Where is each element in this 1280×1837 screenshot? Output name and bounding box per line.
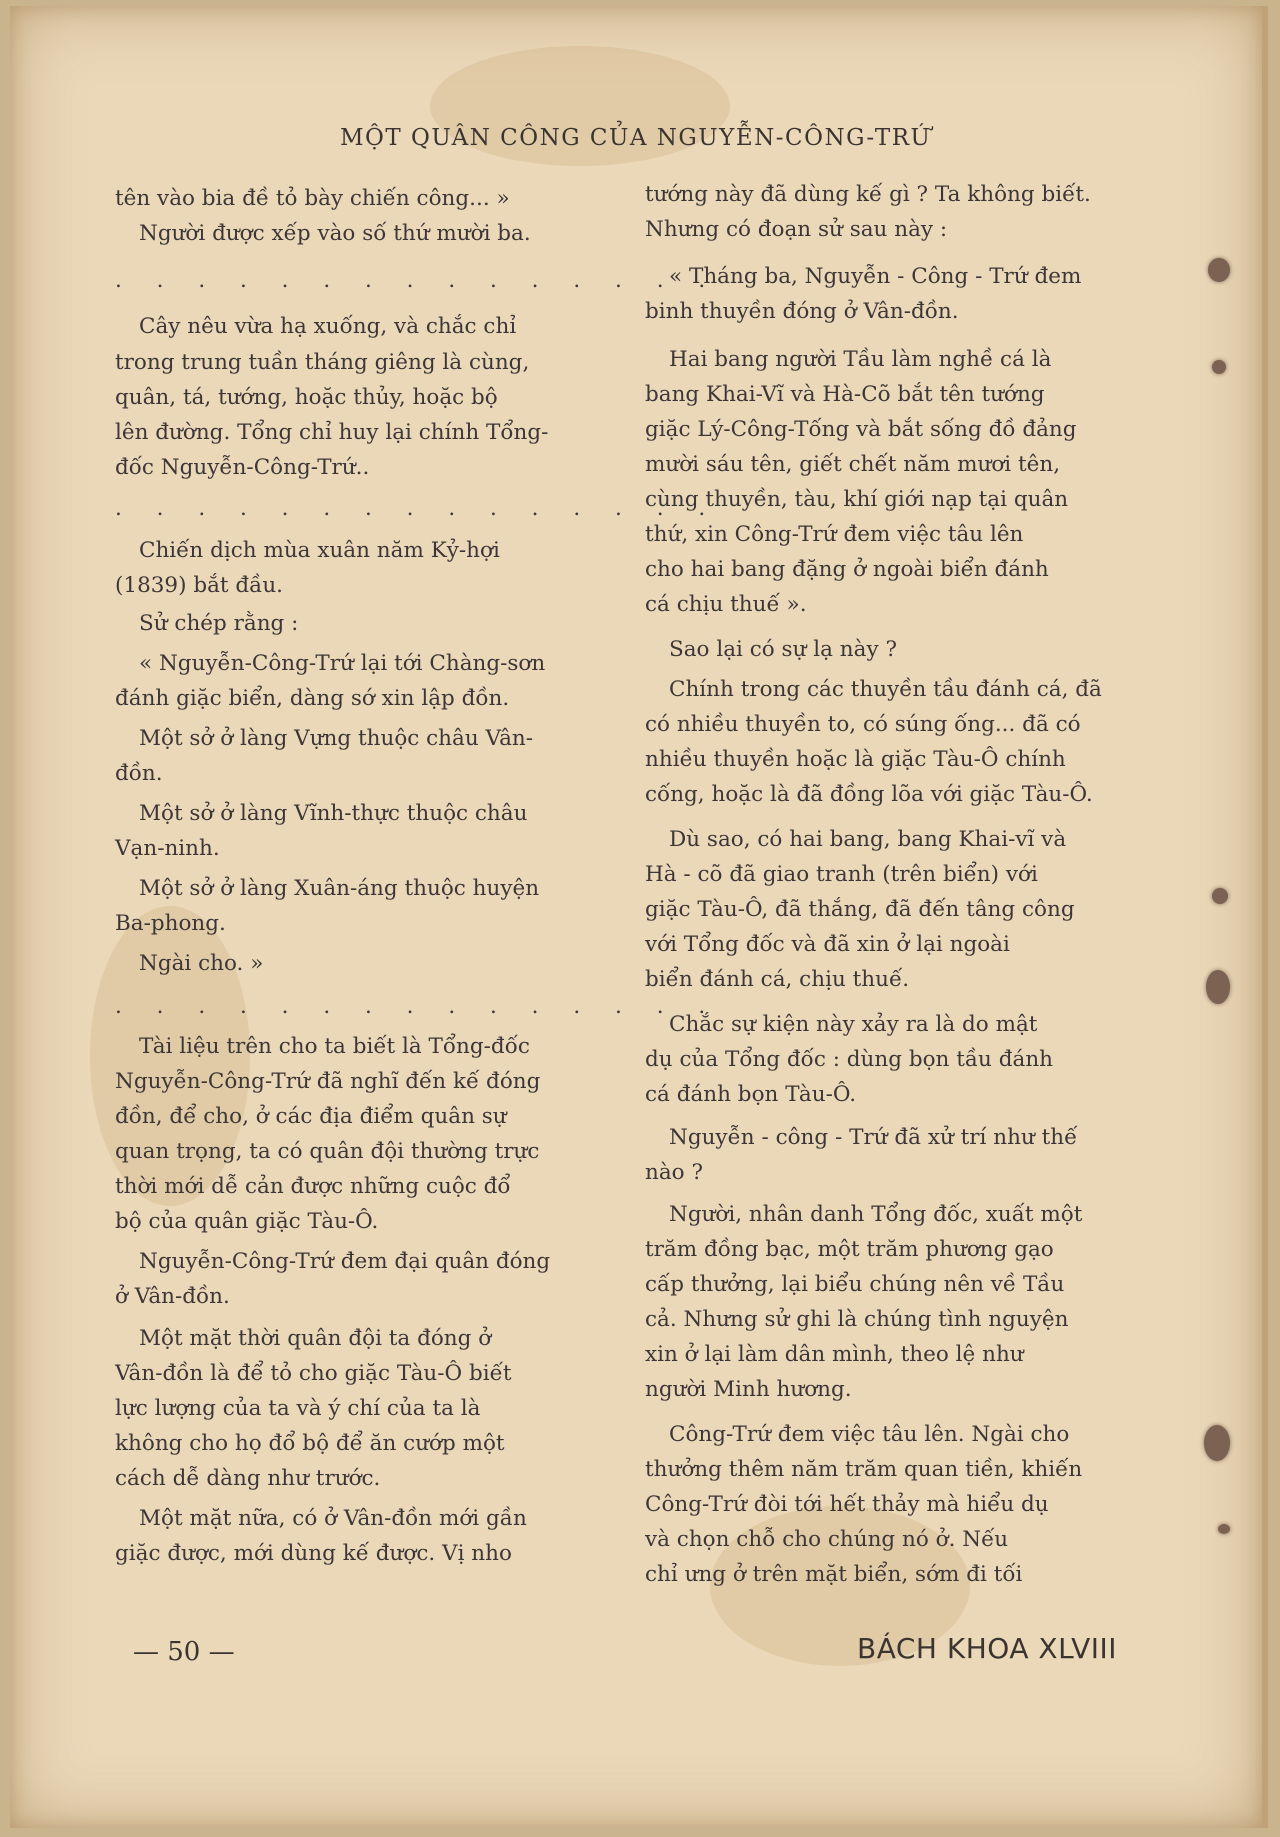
text-line: Nguyễn-Công-Trứ đã nghĩ đến kế đóng	[115, 1069, 541, 1094]
text-line: lực lượng của ta và ý chí của ta là	[115, 1396, 481, 1421]
text-line: thời mới dễ cản được những cuộc đổ	[115, 1174, 511, 1199]
text-line: xin ở lại làm dân mình, theo lệ như	[645, 1342, 1024, 1367]
text-line: giặc được, mới dùng kế được. Vị nho	[115, 1541, 512, 1566]
text-line: người Minh hương.	[645, 1377, 852, 1402]
text-line: Chiến dịch mùa xuân năm Kỷ-hợi	[139, 538, 500, 563]
binding-hole	[1204, 1425, 1230, 1461]
publication-title: BÁCH KHOA XLVIII	[857, 1632, 1118, 1665]
text-line: tên vào bia đề tỏ bày chiến công... »	[115, 186, 510, 211]
text-line: thưởng thêm năm trăm quan tiền, khiến	[645, 1457, 1083, 1482]
text-line: quân, tá, tướng, hoặc thủy, hoặc bộ	[115, 385, 498, 410]
text-line: Sử chép rằng :	[139, 611, 299, 636]
text-line: Một sở ở làng Vựng thuộc châu Vân-	[139, 726, 534, 751]
text-line: với Tổng đốc và đã xin ở lại ngoài	[645, 932, 1010, 957]
text-line: Nguyễn-Công-Trứ đem đại quân đóng	[139, 1249, 551, 1274]
text-line: trăm đồng bạc, một trăm phương gạo	[645, 1237, 1054, 1262]
text-line: Một sở ở làng Vĩnh-thực thuộc châu	[139, 801, 528, 826]
text-line: Vạn-ninh.	[115, 836, 220, 861]
text-line: ở Vân-đồn.	[115, 1284, 230, 1309]
text-line: bang Khai-Vĩ và Hà-Cõ bắt tên tướng	[645, 382, 1045, 407]
text-line: (1839) bắt đầu.	[115, 573, 284, 598]
binding-hole	[1212, 888, 1228, 904]
text-line: Nhưng có đoạn sử sau này :	[645, 217, 948, 242]
text-line: cá đánh bọn Tàu-Ô.	[645, 1082, 857, 1107]
text-line: dụ của Tổng đốc : dùng bọn tầu đánh	[645, 1047, 1054, 1072]
text-line: nào ?	[645, 1160, 703, 1185]
text-line: Công-Trứ đòi tới hết thảy mà hiểu dụ	[645, 1492, 1049, 1517]
text-line: Chắc sự kiện này xảy ra là do mật	[669, 1012, 1038, 1037]
section-break-dots: . . . . . . . . . . . . . . .	[115, 268, 720, 293]
text-line: « Nguyễn-Công-Trứ lại tới Chàng-sơn	[139, 651, 546, 676]
text-line: « Tháng ba, Nguyễn - Công - Trứ đem	[669, 264, 1082, 289]
text-line: cả. Nhưng sử ghi là chúng tình nguyện	[645, 1307, 1069, 1332]
text-line: Công-Trứ đem việc tâu lên. Ngài cho	[669, 1422, 1070, 1447]
binding-hole	[1206, 970, 1230, 1004]
text-line: Sao lại có sự lạ này ?	[669, 637, 897, 662]
text-line: bộ của quân giặc Tàu-Ô.	[115, 1209, 379, 1234]
page-number: — 50 —	[133, 1637, 235, 1667]
text-line: giặc Lý-Công-Tống và bắt sống đồ đảng	[645, 417, 1077, 442]
text-line: cho hai bang đặng ở ngoài biển đánh	[645, 557, 1049, 582]
text-line: Người được xếp vào số thứ mười ba.	[139, 221, 531, 246]
binding-hole	[1208, 258, 1230, 282]
text-line: Một mặt nữa, có ở Vân-đồn mới gần	[139, 1506, 527, 1531]
binding-hole	[1218, 1524, 1230, 1534]
section-break-dots: . . . . . . . . . . . . . . .	[115, 994, 720, 1019]
text-line: Ba-phong.	[115, 911, 226, 936]
text-line: tướng này đã dùng kế gì ? Ta không biết.	[645, 182, 1091, 207]
text-line: giặc Tàu-Ô, đã thắng, đã đến tâng công	[645, 897, 1075, 922]
text-line: thứ, xin Công-Trứ đem việc tâu lên	[645, 522, 1024, 547]
text-line: không cho họ đổ bộ để ăn cướp một	[115, 1431, 505, 1456]
text-line: trong trung tuần tháng giêng là cùng,	[115, 350, 530, 375]
text-line: Ngài cho. »	[139, 951, 264, 976]
text-line: Vân-đồn là để tỏ cho giặc Tàu-Ô biết	[115, 1361, 512, 1386]
text-line: đốc Nguyễn-Công-Trứ..	[115, 455, 370, 480]
text-line: quan trọng, ta có quân đội thường trực	[115, 1139, 540, 1164]
text-line: lên đường. Tổng chỉ huy lại chính Tổng-	[115, 420, 549, 445]
text-line: Dù sao, có hai bang, bang Khai-vĩ và	[669, 827, 1067, 852]
text-line: Một mặt thời quân đội ta đóng ở	[139, 1326, 492, 1351]
text-line: chỉ ưng ở trên mặt biển, sớm đi tối	[645, 1562, 1023, 1587]
text-line: Tài liệu trên cho ta biết là Tổng-đốc	[139, 1034, 530, 1059]
text-line: mười sáu tên, giết chết năm mươi tên,	[645, 452, 1061, 477]
running-header: MỘT QUÂN CÔNG CỦA NGUYỄN-CÔNG-TRỨ	[340, 125, 932, 151]
text-line: Người, nhân danh Tổng đốc, xuất một	[669, 1202, 1083, 1227]
text-line: Một sở ở làng Xuân-áng thuộc huyện	[139, 876, 540, 901]
text-line: cá chịu thuế ».	[645, 592, 807, 617]
text-line: cống, hoặc là đã đồng lõa với giặc Tàu-Ô.	[645, 782, 1093, 807]
text-line: cách dễ dàng như trước.	[115, 1466, 381, 1491]
text-line: và chọn chỗ cho chúng nó ở. Nếu	[645, 1527, 1009, 1552]
text-line: binh thuyền đóng ở Vân-đồn.	[645, 299, 959, 324]
section-break-dots: . . . . . . . . . . . . . . .	[115, 496, 720, 521]
text-line: cùng thuyền, tàu, khí giới nạp tại quân	[645, 487, 1069, 512]
text-line: Cây nêu vừa hạ xuống, và chắc chỉ	[139, 314, 517, 339]
text-line: có nhiều thuyền to, có súng ống... đã có	[645, 712, 1081, 737]
text-line: đồn, để cho, ở các địa điểm quân sự	[115, 1104, 507, 1129]
text-line: nhiều thuyền hoặc là giặc Tàu-Ô chính	[645, 747, 1066, 772]
text-line: cấp thưởng, lại biểu chúng nên về Tầu	[645, 1272, 1065, 1297]
binding-hole	[1212, 360, 1226, 374]
text-line: đánh giặc biển, dàng sớ xin lập đồn.	[115, 686, 510, 711]
text-line: Hai bang người Tầu làm nghề cá là	[669, 347, 1052, 372]
text-line: biển đánh cá, chịu thuế.	[645, 967, 910, 992]
text-line: Hà - cõ đã giao tranh (trên biển) với	[645, 862, 1038, 887]
text-line: đồn.	[115, 761, 163, 786]
text-line: Chính trong các thuyền tầu đánh cá, đã	[669, 677, 1102, 702]
text-line: Nguyễn - công - Trứ đã xử trí như thế	[669, 1125, 1078, 1150]
